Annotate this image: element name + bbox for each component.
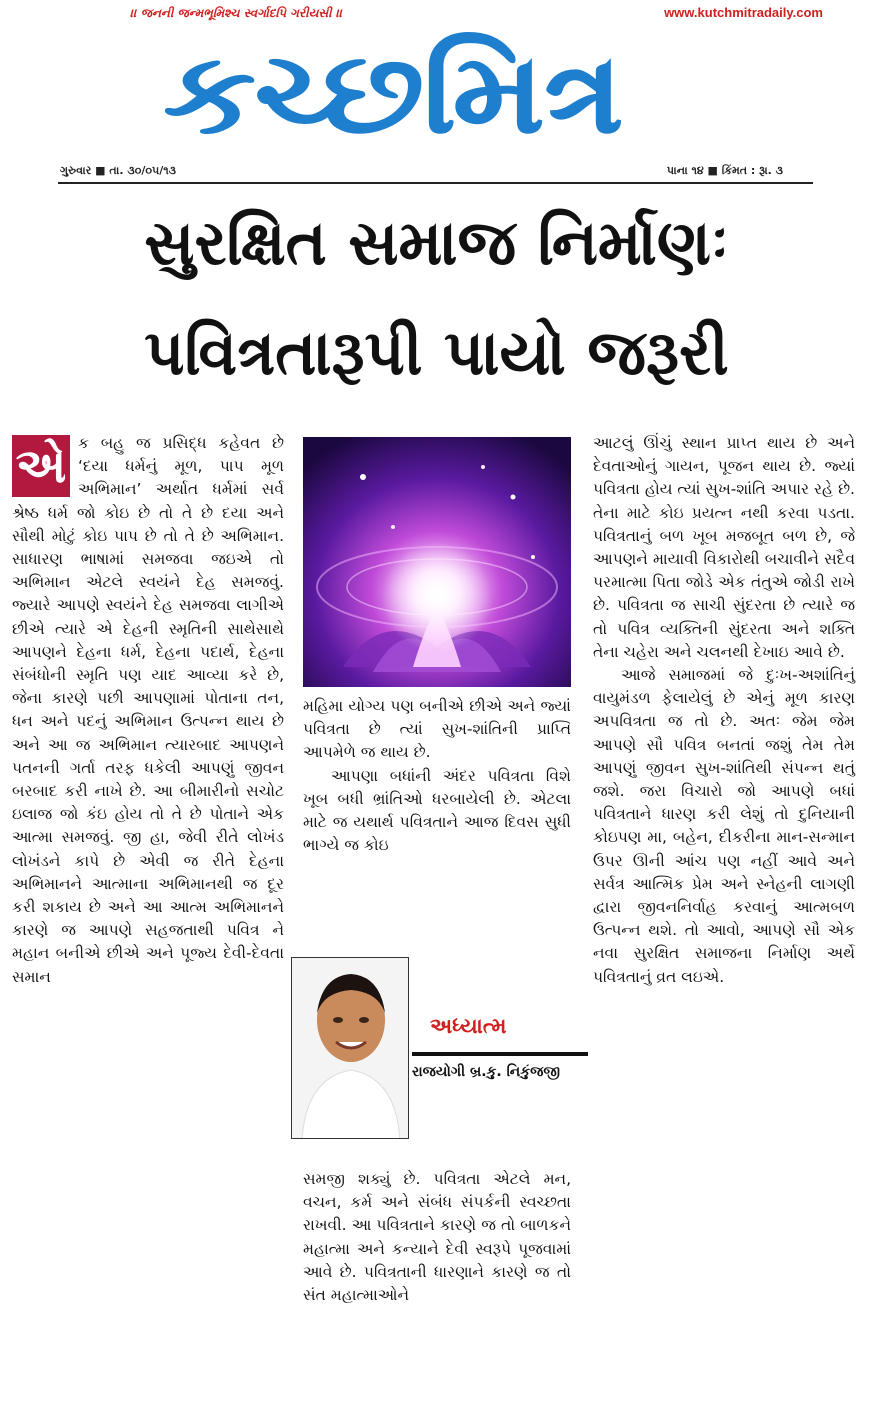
author-portrait-icon [292, 958, 409, 1139]
headline-line-1: સુરક્ષિત સમાજ નિર્માણઃ [144, 206, 729, 279]
masthead-tagline: ।। જનની જન્મભૂમિશ્ચ સ્વર્ગાદપિ ગરીયસી ।। [130, 6, 343, 20]
section-label: અધ્યાત્મ [430, 1014, 507, 1038]
headline-line-2: પવિત્રતારૂપી પાયો જરૂરી [144, 316, 729, 389]
page-price-line: પાના ૧૪ ■ કિંમત : રૂા. ૩ [666, 164, 783, 177]
article-column-left [12, 432, 284, 989]
issue-dateline: ગુરુવાર ■ તા. ૩૦/૦૫/૧૩ [60, 164, 176, 177]
article-column-middle-top [303, 695, 571, 857]
drop-cap: એ [12, 435, 70, 497]
website-url[interactable]: www.kutchmitradaily.com [664, 5, 823, 20]
article-paragraph: આપણા બધાંની અંદર પવિત્રતા વિશે ખૂબ બધી ભ્રાંતિઓ ધરબાયેલી છે. એટલા માટે જ યથાર્થ પવિત્રતાને આજ દિવસ સુધી ભાગ્યે જ કોઇ [303, 766, 571, 855]
article-paragraph: મહિમા યોગ્ય પણ બનીએ છીએ અને જ્યાં પવિત્રતા છે ત્યાં સુખ-શાંતિની પ્રાપ્તિ આપમેળે જ થાય છે. [303, 697, 571, 762]
byline-divider [412, 1052, 588, 1056]
article-column-right [593, 432, 855, 989]
article-paragraph: આટલું ઊંચું સ્થાન પ્રાપ્ત થાય છે અને દેવતાઓનું ગાયન, પૂજન થાય છે. જ્યાં પવિત્રતા હોય ત્યાં સુખ-શાંતિ અપાર રહે છે. તેના માટે કોઇ પ્રયત્ન નથી કરવા પડતા. પવિત્રતાનું બળ ખૂબ મજબૂત બળ છે, જે આપણને માયાવી વિકારોથી બચાવીને સદૈવ પરમાત્મા પિતા જોડે એક તંતુએ જોડી રાખે છે. પવિત્રતા જ સાચી સુંદરતા છે ત્યારે જ તો પવિત્ર વ્યક્તિની સુંદરતા અને શક્તિ તેના ચહેરા અને ચલનથી દેખાઇ આવે છે. [593, 434, 855, 661]
article-paragraph: આજે સમાજમાં જે દુઃખ-અશાંતિનું વાયુમંડળ ફેલાયેલું છે એનું મૂળ કારણ અપવિત્રતા જ તો છે. અતઃ જેમ જેમ આપણે સૌ પવિત્ર બનતાં જશું તેમ તેમ આપણું જીવન સુખ-શાંતિથી સંપન્ન થતું જશે. જરા વિચારો જો આપણે બધાં પવિત્રતાને ધારણ કરી લેશું તો દુનિયાની કોઇપણ મા, બહેન, દીકરીના માન-સન્માન ઉપર ઊની આંચ પણ નહીં આવે અને સર્વત્ર આત્મિક પ્રેમ અને સ્નેહની લાગણી દ્વારા જીવનનિર્વાહ કરવાનું આત્મબળ ઉત્પન્ન થશે. તો આવો, આપણે સૌ એક નવા સુરક્ષિત સમાજના નિર્માણ અર્થે પવિત્રતાનું વ્રત લઇએ. [593, 666, 855, 986]
header-divider [58, 182, 813, 184]
article-paragraph: સમજી શક્યું છે. પવિત્રતા એટલે મન, વચન, કર્મ અને સંબંધ સંપર્કની સ્વચ્છતા રાખવી. આ પવિત્રતાને કારણે જ તો બાળકને મહાત્મા અને કન્યાને દેવી સ્વરૂપે પૂજવામાં આવે છે. પવિત્રતાની ધારણાને કારણે જ તો સંત મહાત્માઓને [303, 1170, 571, 1305]
article-paragraph: ક બહુ જ પ્રસિદ્ધ કહેવત છે ‘દયા ધર્મનું મૂળ, પાપ મૂળ અભિમાન’ અર્થાત ધર્મમાં સર્વ શ્રેષ્ઠ ધર્મ જો કોઇ છે તો તે છે દયા અને સૌથી મોટું કોઇ પાપ છે તો તે છે અભિમાન. સાધારણ ભાષામાં સમજવા જઇએ તો અભિમાન એટલે સ્વયંને દેહ સમજવું. જ્યારે આપણે સ્વયંને દેહ સમજવા લાગીએ છીએ ત્યારે એ દેહની સ્મૃતિની સાથેસાથે આપણને દેહના ધર્મ, દેહના પદાર્થ, દેહના સંબંધોની સ્મૃતિ પણ યાદ આવ્યા કરે છે, જેના કારણે પછી આપણામાં પોતાના તન, ધન અને પદનું અભિમાન ઉત્પન્ન થાય છે અને આ જ અભિમાન ત્યારબાદ આપણને પતનની ગર્તા તરફ ધકેલી આપણું જીવન બરબાદ કરી નાખે છે. આ બીમારીનો સચોટ ઇલાજ જો કંઇ હોય તો તે છે પોતાને એક આત્મા સમજવું. જી હા, જેવી રીતે લોખંડ લોખંડને કાપે છે એવી જ રીતે દેહના અભિમાનને આત્માના અભિમાનથી જ દૂર કરી શકાય છે અને આ આત્મ અભિમાનને કારણે જ આપણે સહજતાથી પવિત્ર ને મહાન બનીએ છીએ અને પૂજ્ય દેવી-દેવતા સમાન [12, 434, 284, 986]
lotus-glow-image [303, 437, 571, 687]
article-illustration [303, 437, 571, 687]
author-photo [291, 957, 409, 1139]
masthead-logo [60, 26, 725, 162]
article-column-middle-bottom [303, 1168, 571, 1307]
author-byline: રાજયોગી બ્ર.કુ. નિકુંજજી [412, 1064, 560, 1080]
masthead-title: કચ્છમિત્ર [163, 29, 622, 159]
